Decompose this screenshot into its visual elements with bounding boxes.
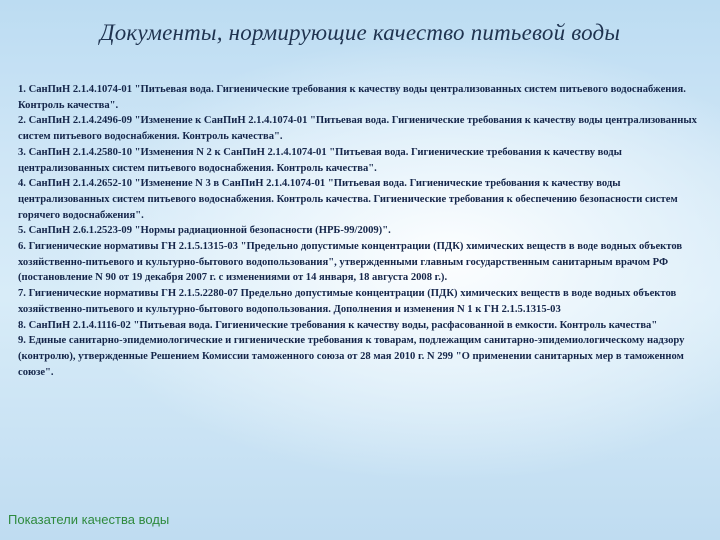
slide-title: Документы, нормирующие качество питьевой воды — [99, 20, 621, 45]
list-item: 2. СанПиН 2.1.4.2496-09 "Изменение к СанПиН 2.1.4.1074-01 "Питьевая вода. Гигиенические требования к качеству воды централизованных систем питьевого водоснабжения. Контроль качества". — [18, 115, 697, 143]
list-item: 8. СанПиН 2.1.4.1116-02 "Питьевая вода. Гигиенические требования к качеству воды, расфасованной в емкости. Контроль качества" — [18, 319, 658, 331]
footer-caption: Показатели качества воды — [8, 512, 170, 527]
list-item: 1. СанПиН 2.1.4.1074-01 "Питьевая вода. Гигиенические требования к качеству воды централизованных систем питьевого водоснабжения. Контроль качества". — [18, 84, 686, 111]
list-item: 3. СанПиН 2.1.4.2580-10 "Изменения N 2 к СанПиН 2.1.4.1074-01 "Питьевая вода. Гигиенические требования к качеству воды централизованных систем питьевого водоснабжения. Контроль качества". — [18, 146, 622, 174]
list-item: 6. Гигиенические нормативы ГН 2.1.5.1315-03 "Предельно допустимые концентрации (ПДК) химических веществ в воде водных объектов хозяйственно-питьевого и культурно-бытового водопользования", утвержденными главным государственным санитарным врачом РФ (постановление N 90 от 19 декабря 2007 г. с изменениями от 14 января, 18 августа 2008 г.). — [18, 241, 683, 284]
documents-list — [18, 82, 706, 380]
list-item: 9. Единые санитарно-эпидемиологические и гигиенические требования к товарам, подлежащим санитарно-эпидемиологическому надзору (контролю), утвержденные Решением Комиссии таможенного союза от 28 мая 2010 г. N 299 "О применении санитарных мер в таможенном союзе". — [18, 335, 685, 378]
list-item: 4. СанПиН 2.1.4.2652-10 "Изменение N 3 в СанПиН 2.1.4.1074-01 "Питьевая вода. Гигиенические требования к качеству воды централизованных систем питьевого водоснабжения. Контроль качества. Гигиенические требования к обеспечению безопасности систем горячего водоснабжения". — [18, 178, 678, 221]
list-item: 5. СанПиН 2.6.1.2523-09 "Нормы радиационной безопасности (НРБ-99/2009)". — [18, 225, 391, 237]
list-item: 7. Гигиенические нормативы ГН 2.1.5.2280-07 Предельно допустимые концентрации (ПДК) химических веществ в воде водных объектов хозяйственно-питьевого и культурно-бытового водопользования. Дополнения и изменения N 1 к ГН 2.1.5.1315-03 — [18, 288, 677, 315]
